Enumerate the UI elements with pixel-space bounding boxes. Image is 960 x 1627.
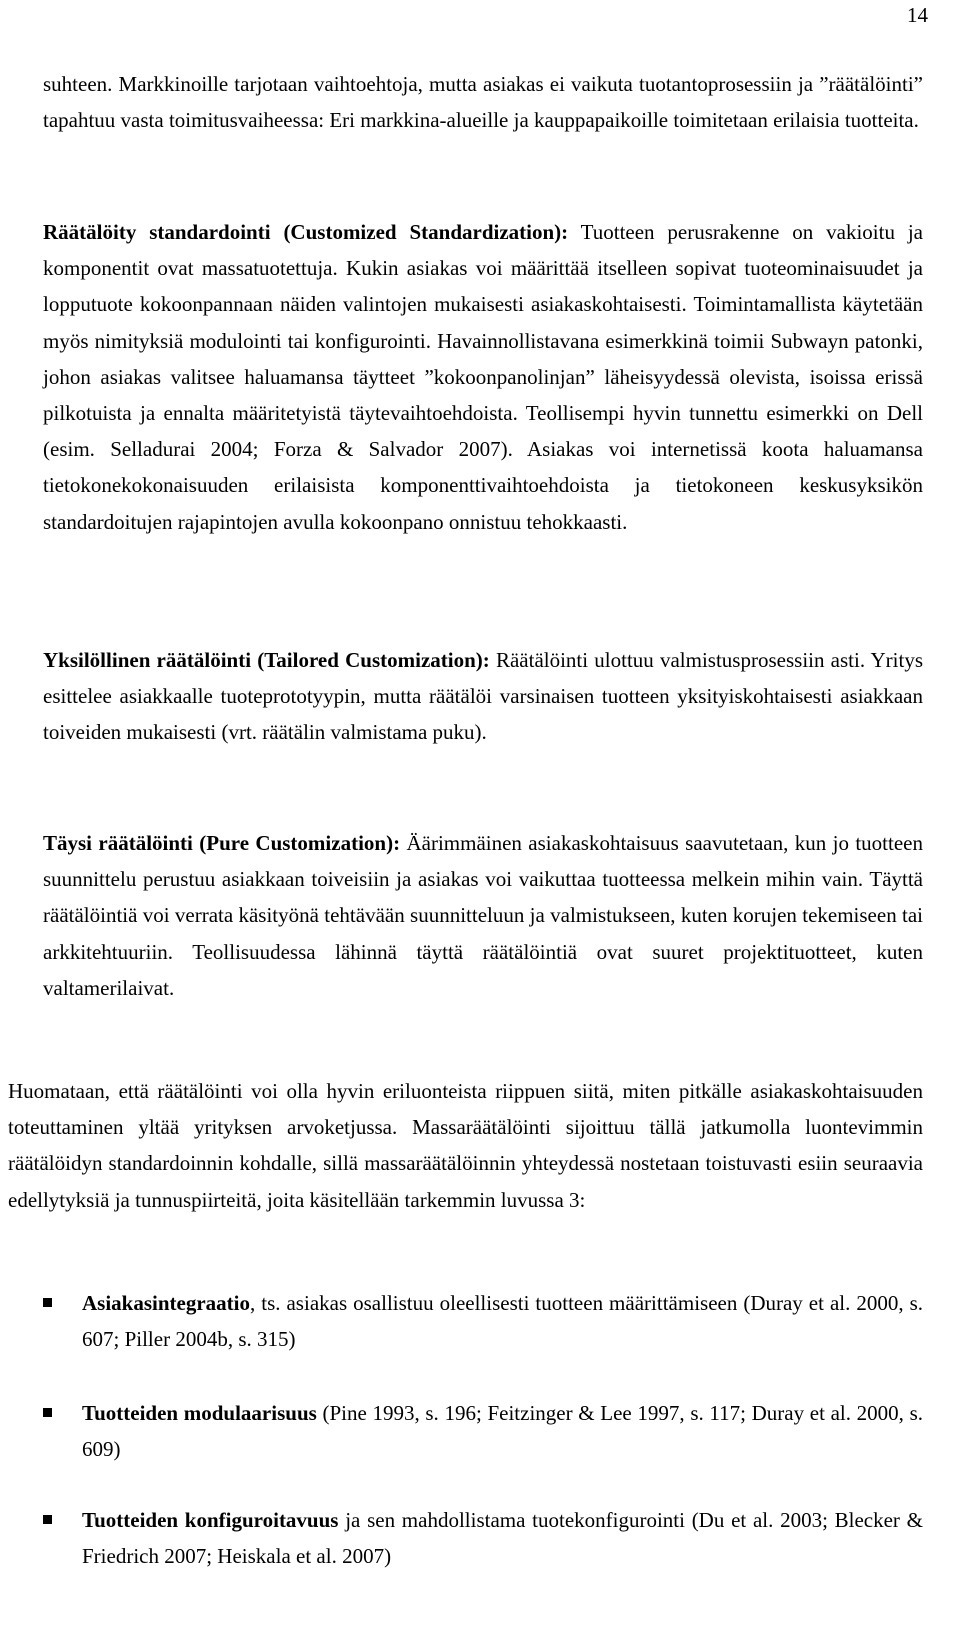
- bullet-item-customer-integration: [43, 1285, 923, 1357]
- page-number: 14: [907, 3, 928, 27]
- paragraph-pure-customization: [43, 825, 923, 1006]
- square-bullet-icon: [43, 1298, 52, 1307]
- term-tailored-customization: Yksilöllinen räätälöinti (Tailored Customization):: [43, 648, 490, 672]
- bullet-text: [82, 1285, 923, 1357]
- bullet-item-product-configurability: [43, 1502, 923, 1574]
- paragraph-summary-text: Huomataan, että räätälöinti voi olla hyvin eriluonteista riippuen siitä, miten pitkälle asiakaskohtaisuuden toteuttaminen yltää yrityksen arvoketjussa. Massaräätälöinti sijoittuu tällä jatkumolla luontevimmin räätälöidyn standardoinnin kohdalle, sillä massaräätälöinnin yhteydessä nostetaan toistuvasti esiin seuraavia edellytyksiä ja tunnuspiirteitä, joita käsitellään tarkemmin luvussa 3:: [8, 1079, 923, 1212]
- bullet-detail: , ts. asiakas osallistuu oleellisesti tuotteen määrittämiseen (Duray et al. 2000, s. 607; Piller 2004b, s. 315): [82, 1291, 923, 1352]
- bullet-detail: (Pine 1993, s. 196; Feitzinger & Lee 1997, s. 117; Duray et al. 2000, s. 609): [82, 1401, 924, 1462]
- square-bullet-icon: [43, 1515, 52, 1524]
- bullet-term: Tuotteiden konfiguroitavuus: [82, 1508, 339, 1532]
- paragraph-pure-customization-text: Äärimmäinen asiakaskohtaisuus saavutetaan, kun jo tuotteen suunnittelu perustuu asiakkaan toiveisiin ja asiakas voi vaikuttaa tuotteessa melkein mihin vain. Täyttä räätälöintiä voi verrata käsityönä tehtävään suunnitteluun ja valmistukseen, kuten korujen tekemiseen tai arkkitehtuuriin. Teollisuudessa lähinnä täyttä räätälöintiä ovat suuret projektituotteet, kuten valtamerilaivat.: [43, 831, 923, 1000]
- bullet-term: Asiakasintegraatio: [82, 1291, 250, 1315]
- square-bullet-icon: [43, 1408, 52, 1417]
- paragraph-customized-standardization-text: Tuotteen perusrakenne on vakioitu ja komponentit ovat massatuotettuja. Kukin asiakas voi määrittää itselleen sopivat tuoteominaisuudet ja lopputuote kokoonpannaan näiden valintojen mukaisesti asiakaskohtaisesti. Toimintamallista käytetään myös nimityksiä modulointi tai konfigurointi. Havainnollistavana esimerkkinä toimii Subwayn patonki, johon asiakas valitsee haluamansa täytteet ”kokoonpanolinjan” läheisyydessä olevista, isoissa erissä pilkotuista ja ennalta määritetyistä täytevaihtoehdoista. Teollisempi hyvin tunnettu esimerkki on Dell (esim. Selladurai 2004; Forza & Salvador 2007). Asiakas voi internetissä koota haluamansa tietokonekokonaisuuden erilaisista komponenttivaihtoehdoista ja tietokoneen keskusyksikön standardoitujen rajapintojen avulla kokoonpano onnistuu tehokkaasti.: [43, 220, 923, 534]
- paragraph-intro: [43, 66, 923, 138]
- bullet-item-product-modularity: [43, 1395, 923, 1467]
- term-pure-customization: Täysi räätälöinti (Pure Customization):: [43, 831, 401, 855]
- paragraph-summary: [8, 1073, 923, 1218]
- paragraph-tailored-customization: [43, 642, 923, 751]
- paragraph-customized-standardization: [43, 214, 923, 540]
- bullet-term: Tuotteiden modulaarisuus: [82, 1401, 317, 1425]
- term-customized-standardization: Räätälöity standardointi (Customized Standardization):: [43, 220, 569, 244]
- paragraph-tailored-customization-text: Räätälöinti ulottuu valmistusprosessiin asti. Yritys esittelee asiakkaalle tuoteprototyypin, mutta räätälöi varsinaisen tuotteen yksityiskohtaisesti asiakkaan toiveiden mukaisesti (vrt. räätälin valmistama puku).: [43, 648, 923, 745]
- bullet-text: [82, 1502, 923, 1574]
- bullet-text: [82, 1395, 923, 1467]
- bullet-detail: ja sen mahdollistama tuotekonfigurointi (Du et al. 2003; Blecker & Friedrich 2007; Heiskala et al. 2007): [82, 1508, 923, 1569]
- paragraph-intro-text: suhteen. Markkinoille tarjotaan vaihtoehtoja, mutta asiakas ei vaikuta tuotantoprosessiin ja ”räätälöinti” tapahtuu vasta toimitusvaiheessa: Eri markkina-alueille ja kauppapaikoille toimitetaan erilaisia tuotteita.: [43, 72, 923, 133]
